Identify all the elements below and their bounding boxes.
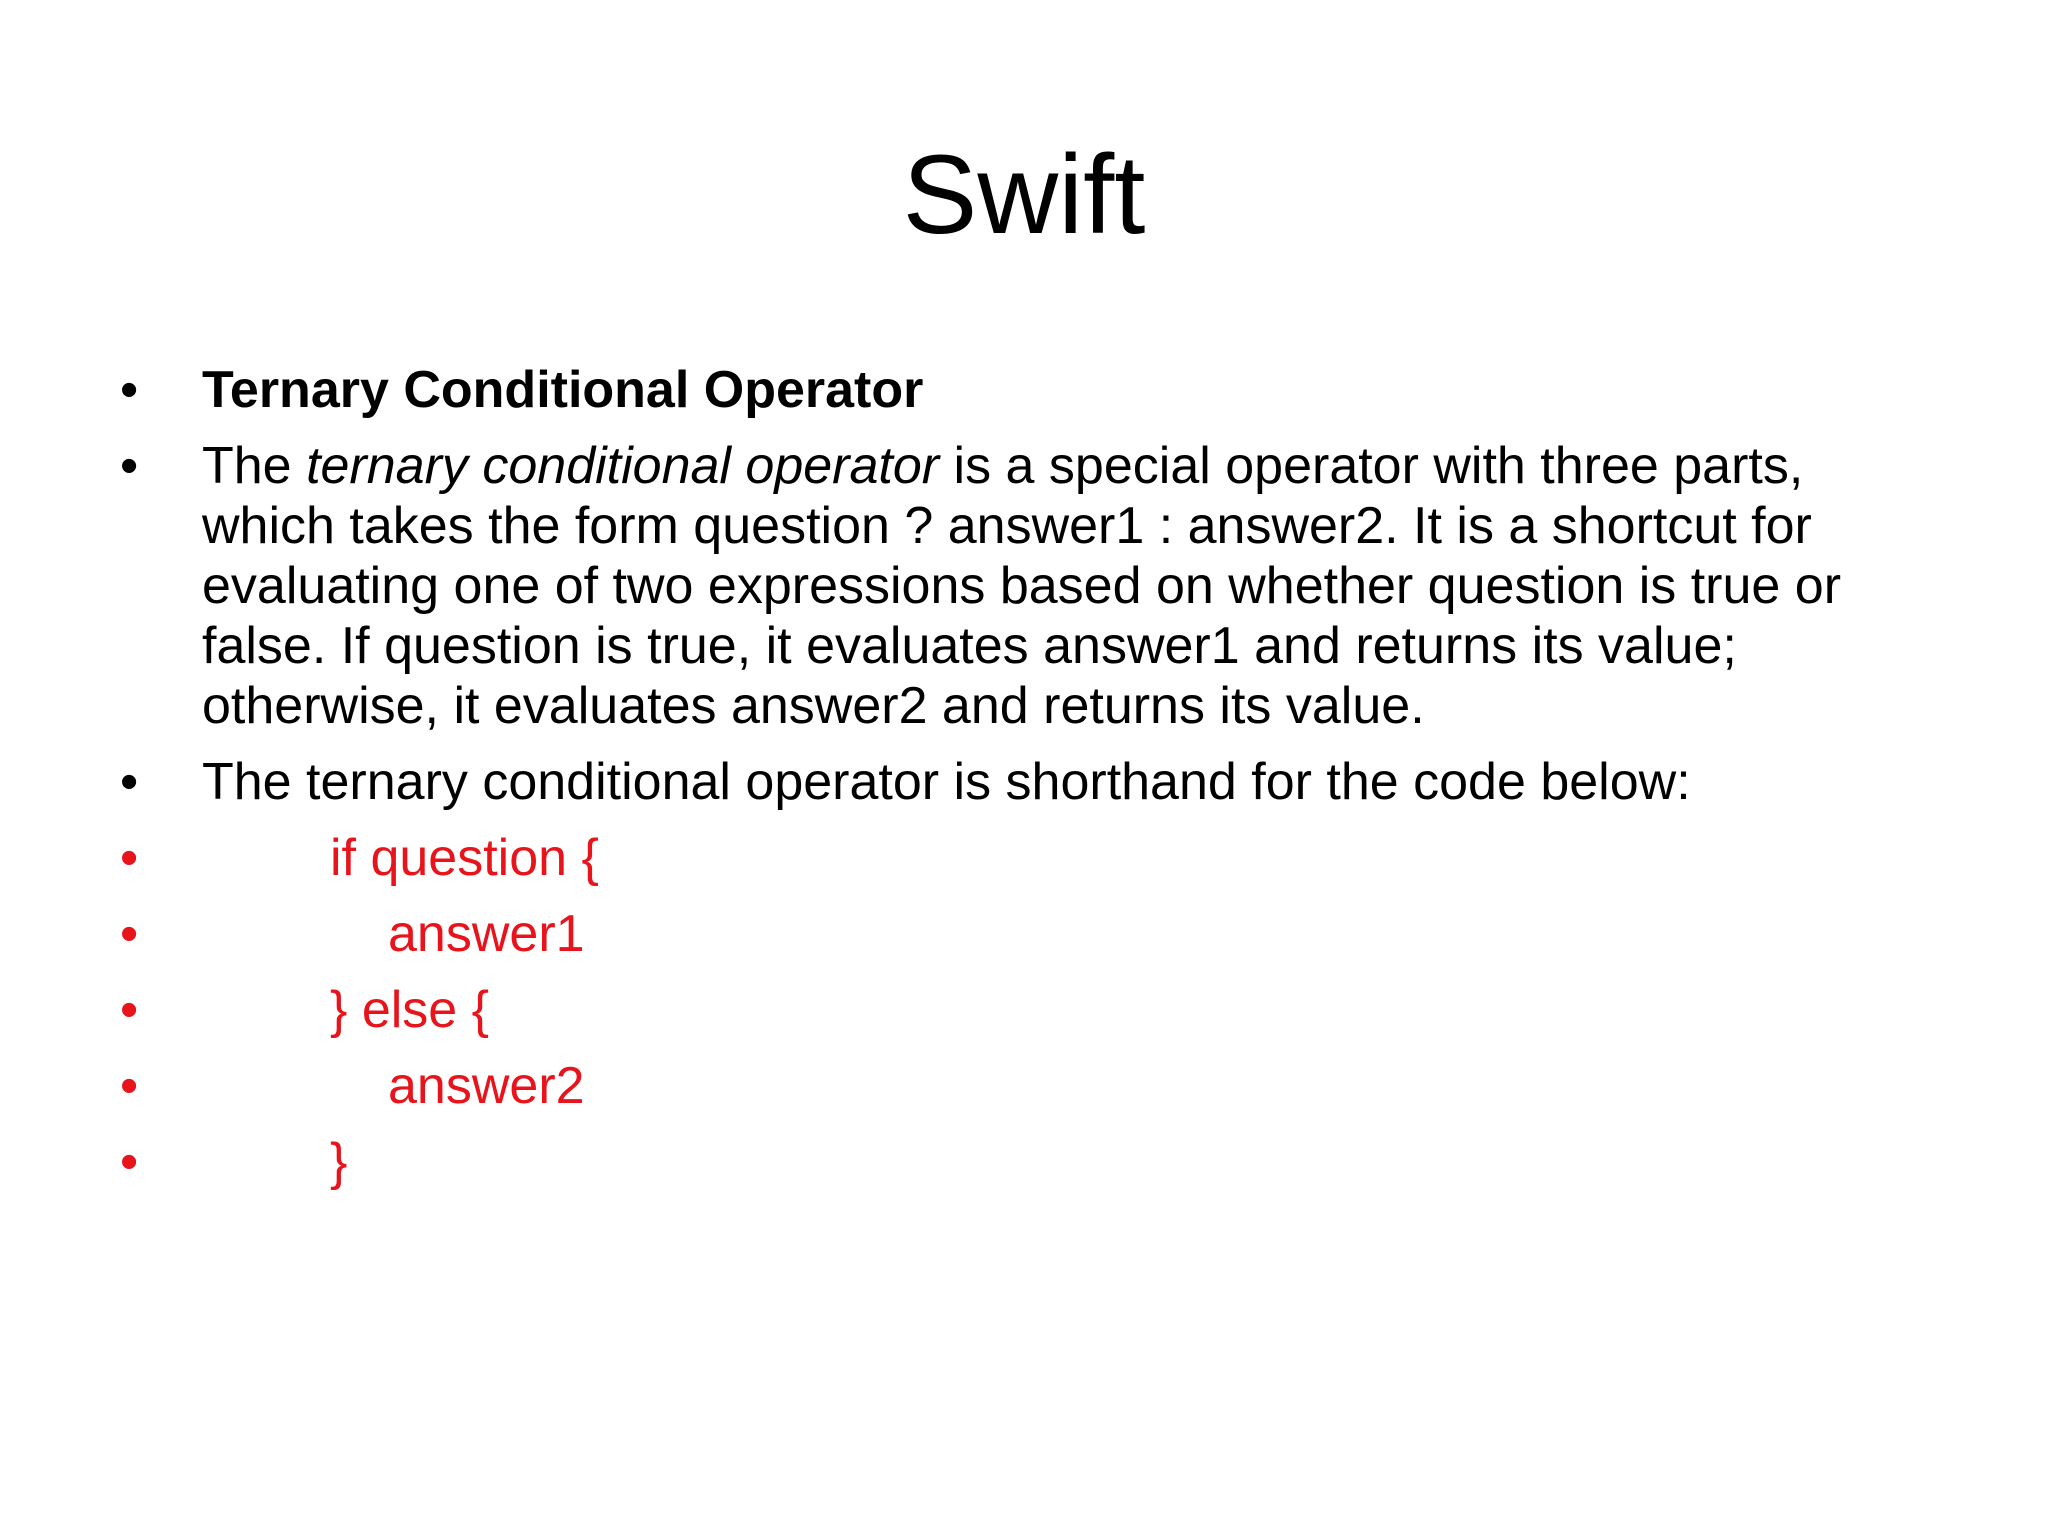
code-line [120,828,1940,888]
heading-text: Ternary Conditional Operator [202,361,924,419]
code-line [120,1056,1940,1116]
bullet-icon: • [120,1133,139,1191]
code-line-text: answer2 [388,1057,585,1115]
description-prefix: The [202,437,307,495]
code-line [120,904,1940,964]
bullet-icon: • [120,753,139,811]
slide-title: Swift [902,132,1146,257]
bullet-icon: • [120,437,139,495]
description-text: is a special operator with three parts, which takes the form question ? answer1 : answer2. It is a shortcut for evaluating one of two expressions based on whether question is true or false. If question is true, it evaluates answer1 and returns its value; otherwise, it evaluates answer2 and returns its value. [202,437,1842,735]
bullet-description [120,436,1940,736]
bullet-icon: • [120,829,139,887]
code-line-text: answer1 [388,905,585,963]
bullet-shorthand [120,752,1940,812]
bullet-icon: • [120,905,139,963]
description-italic: ternary conditional operator [306,437,940,495]
bullet-heading [120,360,1940,420]
code-line-text: if question { [330,829,599,887]
code-line [120,980,1940,1040]
code-line-text: } [330,1133,348,1191]
bullet-icon: • [120,361,139,419]
code-line [120,1132,1940,1192]
code-line-text: } else { [330,981,490,1039]
bullet-list [120,360,1940,1208]
bullet-icon: • [120,981,139,1039]
shorthand-text: The ternary conditional operator is shorthand for the code below: [202,753,1691,811]
bullet-icon: • [120,1057,139,1115]
